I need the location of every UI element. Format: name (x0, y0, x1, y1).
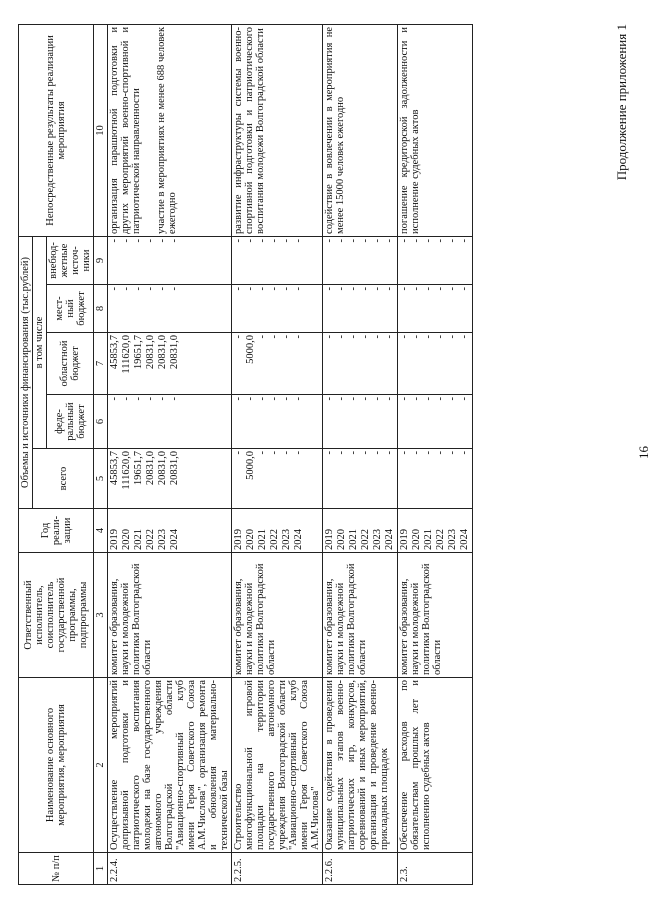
column-number: 3 (94, 553, 108, 678)
regional-funding-value: - (399, 335, 411, 339)
local-funding-value: - (269, 287, 281, 291)
extrabudget-funding-value: - (109, 238, 121, 243)
extrabudget-funding-value: - (145, 238, 157, 243)
column-number: 10 (94, 24, 108, 236)
federal-funding (232, 395, 323, 449)
total-funding-value: - (257, 451, 269, 455)
federal-funding-value: - (372, 397, 384, 401)
local-funding-value: - (293, 287, 305, 291)
year-value: 2020 (336, 529, 348, 550)
federal-funding-value: - (384, 397, 396, 401)
extrabudget-funding-value: - (336, 238, 348, 243)
extrabudget-funding (323, 236, 398, 284)
year (323, 509, 398, 553)
federal-funding-value: - (447, 397, 459, 401)
local-funding-value: - (348, 287, 360, 291)
extrabudget-funding-value: - (384, 238, 396, 243)
year (108, 509, 232, 553)
federal-funding-value: - (435, 397, 447, 401)
total-funding-value: 20831,0 (169, 451, 181, 486)
continuation-label: Продолжение приложения 1 (614, 24, 629, 181)
year-value: 2021 (133, 529, 145, 550)
hdr-name: Наименование основного мероприятия, мероприятия (19, 678, 94, 853)
local-funding (398, 285, 473, 333)
local-funding-value: - (133, 287, 145, 291)
total-funding-value: - (348, 451, 360, 455)
federal-funding-value: - (459, 397, 471, 401)
column-number: 1 (94, 853, 108, 885)
executor: комитет образования, науки и молодежной политики Волгоградской области (323, 553, 398, 678)
extrabudget-funding-value: - (360, 238, 372, 243)
extrabudget-funding-value: - (324, 238, 336, 243)
extrabudget-funding-value: - (447, 238, 459, 243)
federal-funding-value: - (336, 397, 348, 401)
column-number: 4 (94, 509, 108, 553)
local-funding-value: - (121, 287, 133, 291)
total-funding-value: - (459, 451, 471, 455)
row-number: 2.3. (398, 853, 473, 885)
total-funding-value: 20831,0 (157, 451, 169, 486)
year-value: 2022 (145, 529, 157, 550)
result-text: организация парашютной подготовки и других мероприятий военно-спортивной и патриотической направленности (109, 26, 143, 234)
year-value: 2024 (384, 529, 396, 550)
regional-funding-value: 45853,7 (109, 335, 121, 370)
year-value: 2022 (269, 529, 281, 550)
local-funding-value: - (372, 287, 384, 291)
total-funding-value: - (411, 451, 423, 455)
extrabudget-funding-value: - (157, 238, 169, 243)
column-number: 7 (94, 333, 108, 395)
regional-funding (232, 333, 323, 395)
executor: комитет образования, науки и молодежной политики Волгоградской области (108, 553, 232, 678)
hdr-result: Непосредственные результаты реализации мероприятия (19, 24, 94, 236)
hdr-year: Год реали- зации (19, 509, 94, 553)
result-text: погашение кредиторской задолженности и исполнение судебных актов (399, 26, 422, 234)
federal-funding-value: - (399, 397, 411, 401)
extrabudget-funding-value: - (399, 238, 411, 243)
local-funding-value: - (157, 287, 169, 291)
column-numbers-row (94, 24, 108, 884)
row-number: 2.2.5. (232, 853, 323, 885)
regional-funding-value: - (360, 335, 372, 339)
federal-funding-value: - (324, 397, 336, 401)
regional-funding-value: 19651,7 (133, 335, 145, 370)
regional-funding-value: - (324, 335, 336, 339)
result (323, 24, 398, 236)
hdr-fed: феде- ральный бюджет (47, 395, 94, 449)
extrabudget-funding-value: - (257, 238, 269, 243)
result-text: развитие инфраструктуры системы военно-спортивной подготовки и патриотического воспитания молодежи Волгоградской области (233, 26, 267, 234)
year-value: 2019 (233, 529, 245, 550)
extrabudget-funding-value: - (423, 238, 435, 243)
hdr-extra: внебюд- жетные источ- ники (47, 236, 94, 284)
local-funding-value: - (324, 287, 336, 291)
federal-funding-value: - (157, 397, 169, 401)
total-funding-value: - (233, 451, 245, 455)
extrabudget-funding-value: - (233, 238, 245, 243)
extrabudget-funding-value: - (245, 238, 257, 243)
regional-funding-value: - (257, 335, 269, 339)
federal-funding-value: - (281, 397, 293, 401)
extrabudget-funding-value: - (281, 238, 293, 243)
regional-funding-value: - (435, 335, 447, 339)
regional-funding-value: - (459, 335, 471, 339)
measure-name: Строительство многофункциональной игровой площадки на территории государственного автономного учреждения Волгоградской области "Авиационно-спортивный клуб имени Героя Советского Союза А.М.Числова" (232, 678, 323, 853)
column-number: 9 (94, 236, 108, 284)
federal-funding-value: - (423, 397, 435, 401)
regional-funding-value: 20831,0 (169, 335, 181, 370)
regional-funding-value: - (447, 335, 459, 339)
local-funding-value: - (233, 287, 245, 291)
local-funding-value: - (411, 287, 423, 291)
total-funding-value: 19651,7 (133, 451, 145, 486)
regional-funding-value: 20831,0 (145, 335, 157, 370)
result (398, 24, 473, 236)
total-funding-value: 20831,0 (145, 451, 157, 486)
hdr-reg: областной бюджет (47, 333, 94, 395)
column-number: 8 (94, 285, 108, 333)
local-funding-value: - (245, 287, 257, 291)
regional-funding (398, 333, 473, 395)
extrabudget-funding-value: - (169, 238, 181, 243)
total-funding (108, 449, 232, 509)
table-row (108, 24, 232, 884)
year-value: 2020 (245, 529, 257, 550)
year-value: 2024 (459, 529, 471, 550)
year-value: 2020 (411, 529, 423, 550)
year (398, 509, 473, 553)
federal-funding-value: - (293, 397, 305, 401)
column-number: 2 (94, 678, 108, 853)
extrabudget-funding-value: - (372, 238, 384, 243)
extrabudget-funding-value: - (293, 238, 305, 243)
federal-funding-value: - (169, 397, 181, 401)
federal-funding-value: - (257, 397, 269, 401)
year-value: 2021 (257, 529, 269, 550)
column-number: 6 (94, 395, 108, 449)
local-funding-value: - (384, 287, 396, 291)
federal-funding (323, 395, 398, 449)
local-funding-value: - (169, 287, 181, 291)
local-funding-value: - (281, 287, 293, 291)
local-funding-value: - (336, 287, 348, 291)
result (232, 24, 323, 236)
total-funding-value: - (384, 451, 396, 455)
total-funding-value: - (372, 451, 384, 455)
local-funding-value: - (435, 287, 447, 291)
federal-funding-value: - (360, 397, 372, 401)
regional-funding-value: 20831,0 (157, 335, 169, 370)
total-funding-value: - (324, 451, 336, 455)
year-value: 2024 (293, 529, 305, 550)
regional-funding-value: - (269, 335, 281, 339)
regional-funding-value: 5000,0 (245, 335, 257, 364)
extrabudget-funding-value: - (459, 238, 471, 243)
hdr-no: № п/п (19, 853, 94, 885)
extrabudget-funding-value: - (133, 238, 145, 243)
total-funding-value: 111620,0 (121, 451, 133, 490)
hdr-loc: мест- ный бюджет (47, 285, 94, 333)
result-text: содействие в вовлечении в мероприятия не менее 15000 человек ежегодно (324, 26, 347, 234)
row-number: 2.2.6. (323, 853, 398, 885)
page-number: 16 (636, 446, 651, 459)
total-funding-value: - (360, 451, 372, 455)
total-funding-value: - (435, 451, 447, 455)
hdr-funding: Объемы и источники финансирования (тыс.рублей) (19, 236, 33, 508)
extrabudget-funding-value: - (121, 238, 133, 243)
total-funding-value: 5000,0 (245, 451, 257, 480)
extrabudget-funding (398, 236, 473, 284)
regional-funding-value: 111620,0 (121, 335, 133, 374)
year-value: 2021 (423, 529, 435, 550)
local-funding (232, 285, 323, 333)
year-value: 2024 (169, 529, 181, 550)
total-funding (323, 449, 398, 509)
year-value: 2023 (447, 529, 459, 550)
federal-funding (398, 395, 473, 449)
regional-funding (108, 333, 232, 395)
regional-funding (323, 333, 398, 395)
regional-funding-value: - (293, 335, 305, 339)
extrabudget-funding-value: - (348, 238, 360, 243)
federal-funding-value: - (233, 397, 245, 401)
year-value: 2021 (348, 529, 360, 550)
total-funding (398, 449, 473, 509)
federal-funding-value: - (348, 397, 360, 401)
total-funding-value: - (269, 451, 281, 455)
column-number: 5 (94, 449, 108, 509)
regional-funding-value: - (336, 335, 348, 339)
extrabudget-funding-value: - (435, 238, 447, 243)
measure-name: Осуществление мероприятий допризывной подготовки и патриотического воспитания молодежи на базе государственного автономного учреждения Волгоградской области "Авиационно-спортивный клуб имени Героя Советского Союза А.М.Числова", организация ремонта и обновления материально-технической базы (108, 678, 232, 853)
hdr-total: всего (33, 449, 94, 509)
federal-funding-value: - (269, 397, 281, 401)
year-value: 2019 (109, 529, 121, 550)
table-row (323, 24, 398, 884)
total-funding-value: - (447, 451, 459, 455)
extrabudget-funding (232, 236, 323, 284)
total-funding-value: - (399, 451, 411, 455)
year-value: 2019 (324, 529, 336, 550)
year-value: 2019 (399, 529, 411, 550)
federal-funding-value: - (121, 397, 133, 401)
hdr-incl: в том числе (33, 236, 47, 448)
row-number: 2.2.4. (108, 853, 232, 885)
local-funding-value: - (447, 287, 459, 291)
local-funding-value: - (109, 287, 121, 291)
year-value: 2022 (435, 529, 447, 550)
year-value: 2023 (157, 529, 169, 550)
total-funding-value: - (336, 451, 348, 455)
federal-funding-value: - (411, 397, 423, 401)
federal-funding-value: - (133, 397, 145, 401)
regional-funding-value: - (233, 335, 245, 339)
year (232, 509, 323, 553)
local-funding-value: - (145, 287, 157, 291)
extrabudget-funding-value: - (411, 238, 423, 243)
total-funding-value: - (281, 451, 293, 455)
regional-funding-value: - (384, 335, 396, 339)
regional-funding-value: - (423, 335, 435, 339)
table-row (398, 24, 473, 884)
program-table (18, 24, 473, 885)
table-row (232, 24, 323, 884)
federal-funding (108, 395, 232, 449)
total-funding-value: - (423, 451, 435, 455)
total-funding-value: - (293, 451, 305, 455)
hdr-exec: Ответственный исполнитель, соисполнитель государственной программы, подпрограммы (19, 553, 94, 678)
federal-funding-value: - (109, 397, 121, 401)
local-funding-value: - (360, 287, 372, 291)
federal-funding-value: - (145, 397, 157, 401)
measure-name: Обеспечение расходов по обязательствам прошлых лет и исполнению судебных актов (398, 678, 473, 853)
local-funding (323, 285, 398, 333)
local-funding-value: - (399, 287, 411, 291)
executor: комитет образования, науки и молодежной политики Волгоградской области (398, 553, 473, 678)
measure-name: Оказание содействия в проведении муниципальных этапов военно-патриотических игр, конкурсов, соревнований и иных мероприятий, организация и проведение военно-прикладных площадок (323, 678, 398, 853)
local-funding (108, 285, 232, 333)
regional-funding-value: - (281, 335, 293, 339)
year-value: 2023 (372, 529, 384, 550)
local-funding-value: - (423, 287, 435, 291)
executor: комитет образования, науки и молодежной политики Волгоградской области (232, 553, 323, 678)
extrabudget-funding-value: - (269, 238, 281, 243)
result-text: участие в мероприятиях не менее 688 человек ежегодно (156, 26, 179, 234)
total-funding (232, 449, 323, 509)
regional-funding-value: - (372, 335, 384, 339)
total-funding-value: 45853,7 (109, 451, 121, 486)
year-value: 2022 (360, 529, 372, 550)
extrabudget-funding (108, 236, 232, 284)
result (108, 24, 232, 236)
year-value: 2023 (281, 529, 293, 550)
regional-funding-value: - (411, 335, 423, 339)
local-funding-value: - (257, 287, 269, 291)
federal-funding-value: - (245, 397, 257, 401)
regional-funding-value: - (348, 335, 360, 339)
year-value: 2020 (121, 529, 133, 550)
local-funding-value: - (459, 287, 471, 291)
